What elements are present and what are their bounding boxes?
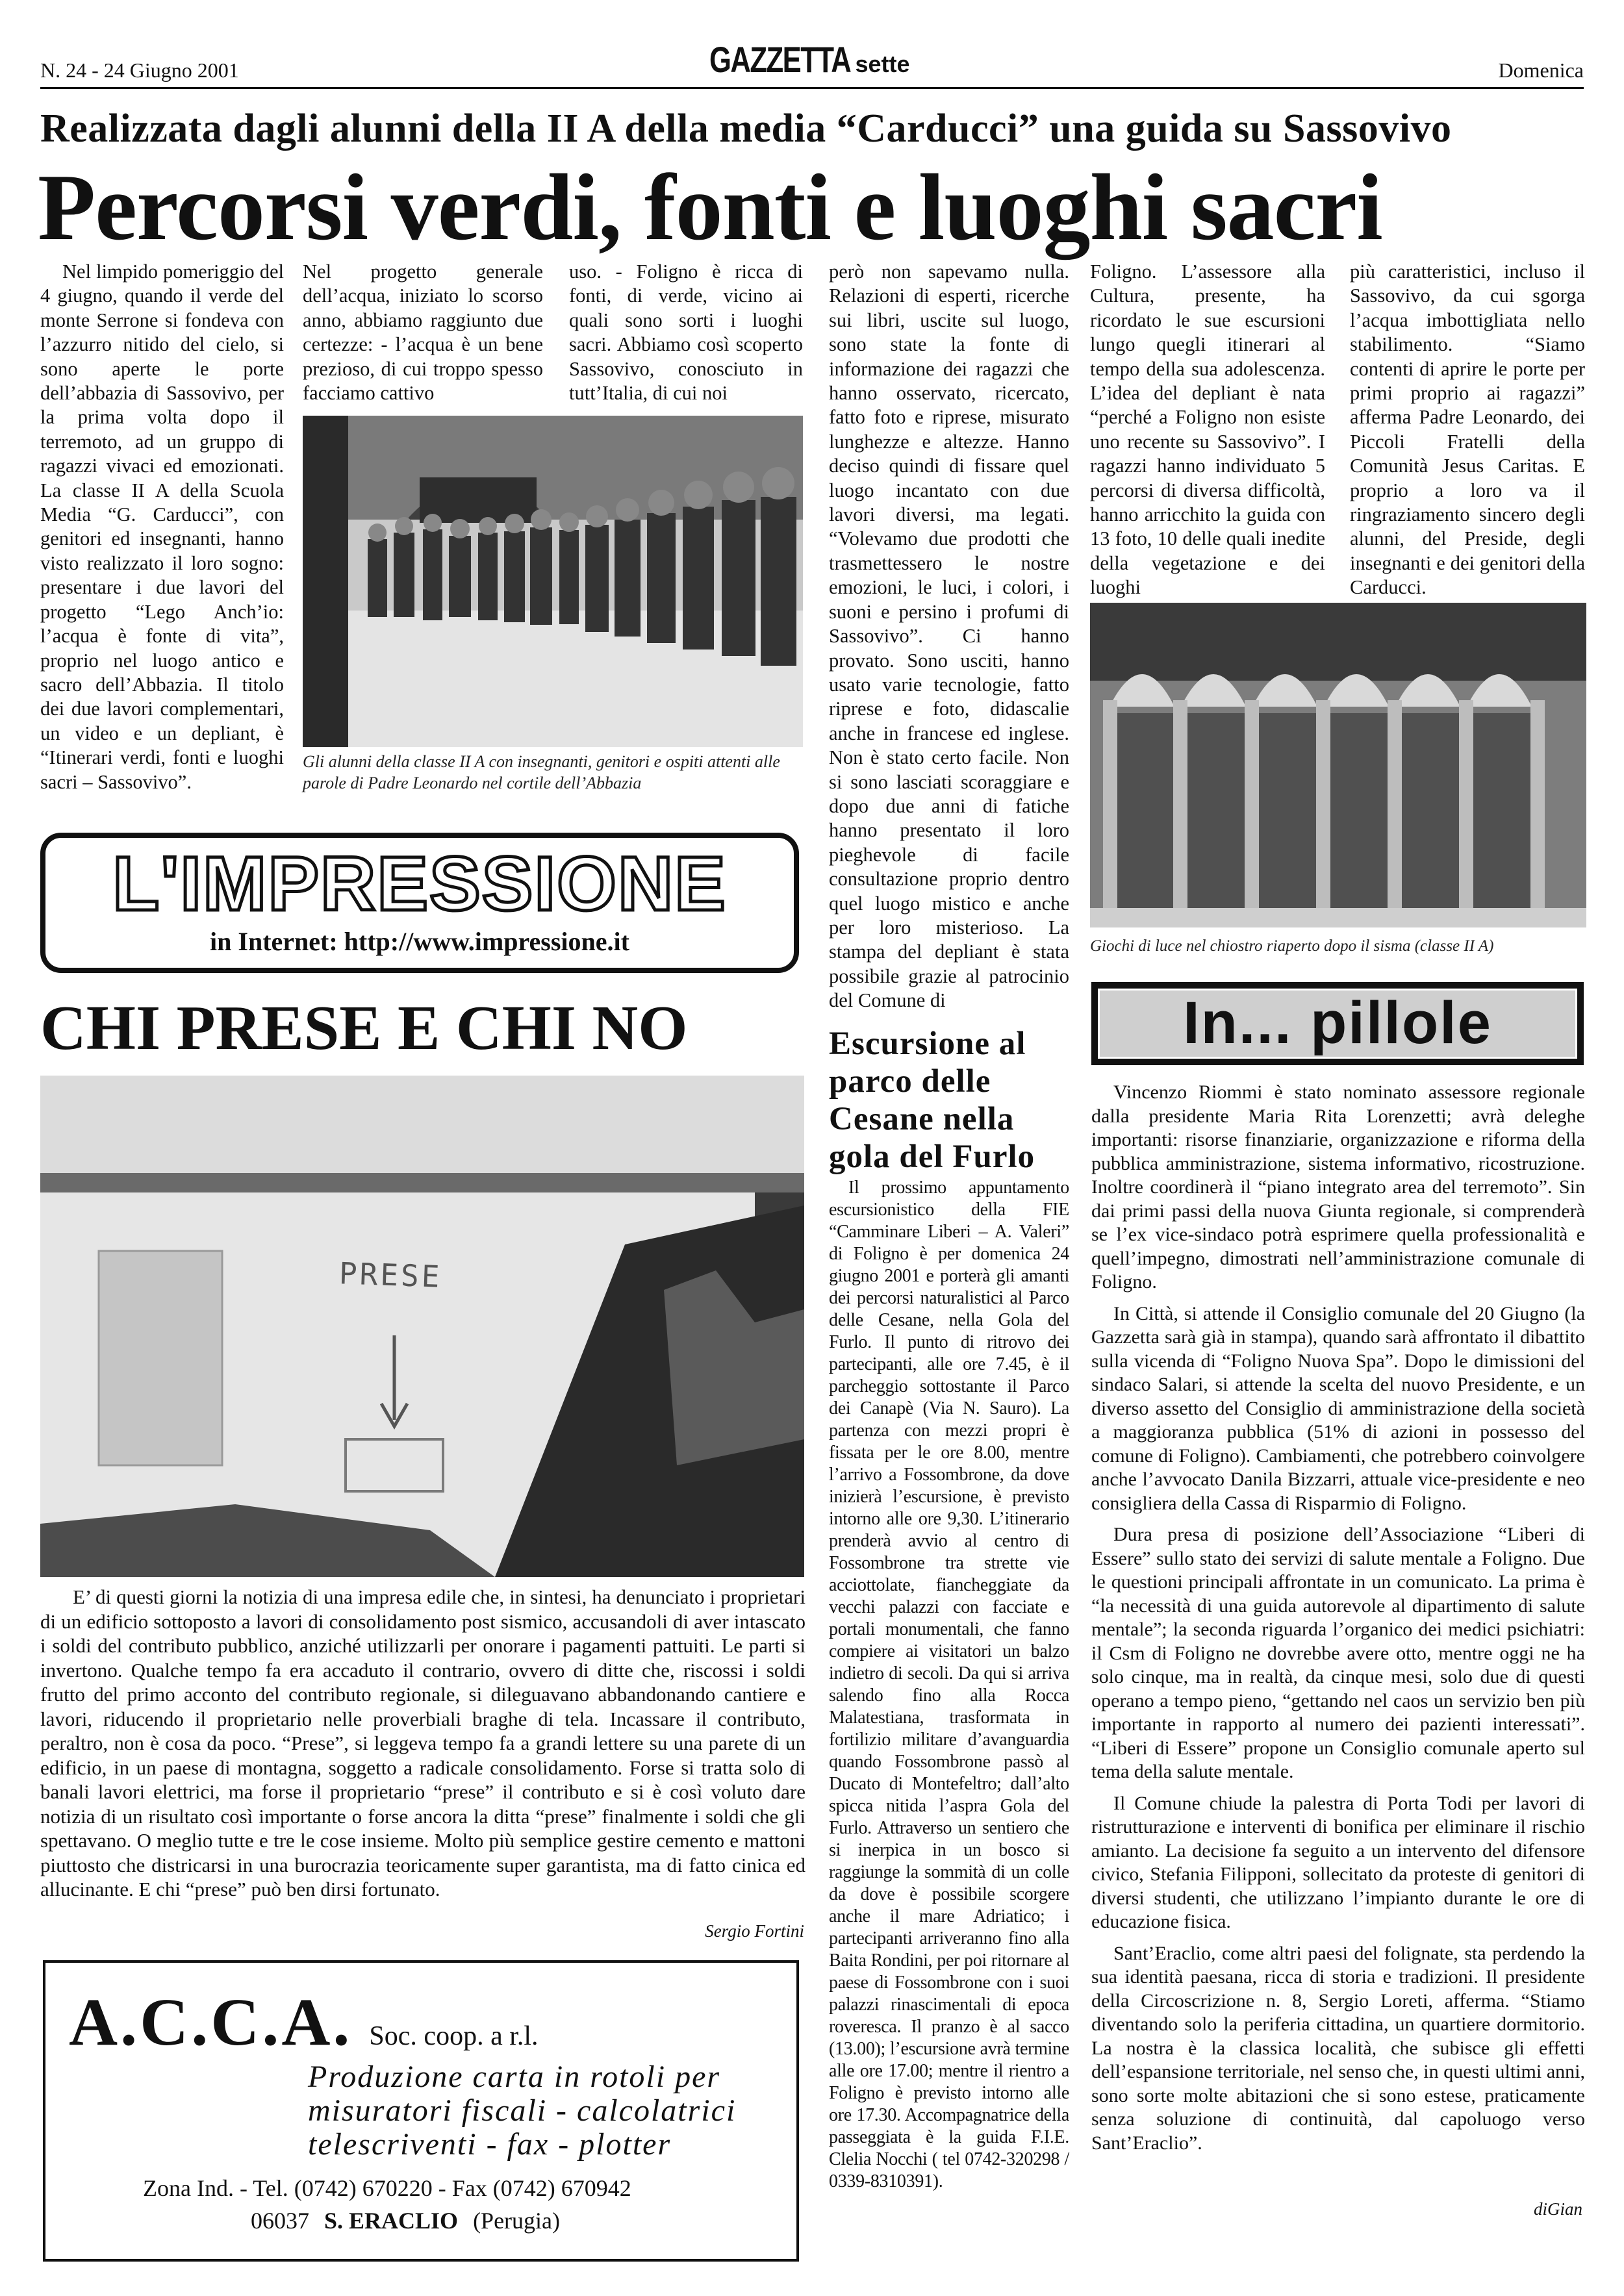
lead-headline: Percorsi verdi, fonti e luoghi sacri [38, 155, 1382, 260]
escursione-headline: Escursione al parco delle Cesane nella gola del Furlo [829, 1026, 1035, 1175]
pillole-title: In... pillole [1098, 989, 1577, 1059]
students-photo-caption: Gli alunni della classe II A con insegnanti, genitori e ospiti attenti alle parole di Padre Leonardo nel cortile dell’Abbazia [303, 752, 780, 792]
lead-column-4: però non sapevamo nulla. Relazioni di esperti, ricerche sui libri, uscite sul luogo, sono state la fonte di informazione dei ragazzi che hanno osservato, ricercato, fatto foto e riprese, misurato lunghezze e altezze. Hanno deciso quindi di fissare quel luogo incantato con due lavori diversi, ma legati. “Volevamo due prodotti che trasmettessero le nostre emozioni, le luci, i colori, i suoni e persino i profumi di Sassovivo”. Ci hanno provato. Sono usciti, hanno usato varie tecnologie, fatto riprese e foto, didascalie anche in francese ed inglese. Non è stato certo facile. Non si sono lasciati scoraggiare e dopo due anni di fatiche hanno presentato il loro pieghevole di facile consultazione proprio dentro quel luogo mistico e anche per loro misterioso. La stampa del depliant è stata possibile grazie al patrocinio del Comune di [829, 260, 1069, 1012]
weekday: Domenica [1498, 58, 1584, 82]
chi-prese-author: Sergio Fortini [705, 1921, 804, 1941]
lead-column-5: Foligno. L’assessore alla Cultura, presente, ha ricordato le sue escursioni lungo quegli itinerari al tempo della sua adolescenza. L’idea del depliant è nata “perché a Foligno non esiste uno recente su Sassovivo”. I ragazzi hanno individuato 5 percorsi di diversa difficoltà, hanno arricchito la guida con 13 foto, 10 delle quali inedite della vegetazione e dei luoghi [1090, 260, 1325, 599]
impressione-logo: L'IMPRESSIONE [112, 841, 727, 927]
lead-column-3: uso. - Foligno è ricca di fonti, di verde, vicino ai quali sono sorti i luoghi sacri. Abbiamo così scoperto Sassovivo, conosciuto in tutt’Italia, di cui noi [569, 260, 803, 405]
issue-date: N. 24 - 24 Giugno 2001 [40, 58, 239, 82]
pillole-item-riommi: Vincenzo Riommi è stato nominato assessore regionale dalla presidente Maria Rita Lorenzetti; avrà deleghe importanti: risorse finanziarie, organizzazione e riforma della pubblica amministrazione, sistema informativo, ricostruzione. Inoltre coordinerà il “piano integrato area del terremoto”. Sin dai primi passi della nuova Giunta regionale, si comprenderà se l’ex vice-sindaco potrà esprimere quella professionalità e quell’impegno, dimostrati nell’amministrazione comunale di Foligno. [1091, 1081, 1585, 1293]
acca-name: A.C.C.A. Soc. coop. a r.l. [69, 1985, 539, 2060]
acca-address: 06037 S. ERACLIO (Perugia) [251, 2208, 561, 2234]
prese-wall-photo [40, 1076, 804, 1577]
chi-prese-headline: CHI PRESE E CHI NO [40, 993, 688, 1063]
pillole-item-santeraclio: Sant’Eraclio, come altri paesi del folignate, sta perdendo la sua identità paesana, ricca di storia e tradizioni. Il presidente della Circoscrizione n. 8, Sergio Loreti, afferma. “Stiamo diventando solo la periferia cittadina, un quartiere dormitorio. La nostra è la classica località, che subisce gli effetti dell’espansione territoriale, nel senso che, in questi ultimi anni, sono sorte molte abitazioni che si sono estese, praticamente senza soluzione di continuità, dal capoluogo verso Sant’Eraclio”. [1091, 1942, 1585, 2154]
escursione-body: Il prossimo appuntamento escursionistico della FIE “Camminare Liberi – A. Valeri” di Foligno è per domenica 24 giugno 2001 e porterà gli amanti dei percorsi naturalistici al Parco delle Cesane, nella Gola del Furlo. Il punto di ritrovo dei partecipanti, alle ore 7.45, è il parcheggio sottostante il Parco dei Canapè (Via N. Sauro). La partenza con mezzi propri è fissata per le ore 8.00, mentre l’arrivo a Fossombrone, da dove inizierà l’escursione, è previsto intorno alle ore 9,30. L’itinerario prenderà avvio al centro di Fossombrone tra strette vie acciottolate, fiancheggiate da vecchi palazzi con facciate e portali monumentali, che fanno compiere ai visitatori un balzo indietro di secoli. Da qui si arriva salendo fino alla Rocca Malatestiana, trasformata in fortilizio militare d’avanguardia quando Fossombrone passò al Ducato di Montefeltro; dall’alto spicca nitida l’aspra Gola del Furlo. Attraverso un sentiero che si inerpica in un bosco si raggiunge la sommità di un colle da dove è possibile scorgere anche il mare Adriatico; i partecipanti arriveranno fino alla Baita Rondini, per poi ritornare al paese di Fossombrone con i suoi palazzi rinascimentali di epoca roveresca. Il pranzo è al sacco (13.00); l’escursione avrà termine alle ore 17.00; mentre il rientro a Foligno è previsto intorno alle ore 17.30. Accompagnatrice della passeggiata è la guida F.I.E. Clelia Nocchi ( tel 0742-320298 / 0339-8310391). [829, 1178, 1069, 2191]
students-courtyard-photo [303, 416, 803, 747]
acca-contacts: Zona Ind. - Tel. (0742) 670220 - Fax (0742) 670942 [143, 2175, 631, 2201]
pillole-item-palestra: Il Comune chiude la palestra di Porta Todi per lavori di ristrutturazione e interventi di bonifica per eliminare il rischio amianto. La decisione fa seguito a un intervento del difensore civico, Stefania Filipponi, sollecitato da proteste di genitori di diversi studenti, che utilizzano l’impianto durante le ore di educazione fisica. [1091, 1792, 1585, 1932]
prese-wall-art [40, 1076, 804, 1577]
prese-graffiti: PRESE [338, 1255, 443, 1294]
masthead-sub: sette [855, 51, 910, 77]
cloister-photo-caption: Giochi di luce nel chiostro riaperto dopo il sisma (classe II A) [1090, 937, 1494, 955]
masthead-main: GAZZETTA [709, 39, 851, 80]
acca-advert[interactable] [43, 1960, 799, 2262]
cloister-photo [1090, 603, 1586, 927]
header-rule [40, 87, 1584, 89]
impressione-url[interactable]: in Internet: http://www.impressione.it [210, 927, 629, 956]
cloister-photo-art [1090, 603, 1586, 927]
lead-column-6: più caratteristici, incluso il Sassovivo, da cui sgorga l’acqua imbottigliata nello stabilimento. “Siamo contenti di aprire le porte per primi proprio ai ragazzi” afferma Padre Leonardo, dei Piccoli Fratelli della Comunità Jesus Caritas. E proprio a loro va il ringraziamento sincero degli alunni, del Preside, degli insegnanti e dei genitori della Carducci. [1350, 260, 1585, 599]
acca-products: Produzione carta in rotoli per misuratori fiscali - calcolatrici telescriventi - fax - plotter [308, 2060, 737, 2162]
lead-column-2: Nel progetto generale dell’acqua, iniziato lo scorso anno, abbiamo raggiunto due certezze: - l’acqua è un bene prezioso, di cui troppo spesso facciamo cattivo [303, 260, 543, 405]
masthead [709, 40, 910, 89]
chi-prese-body: E’ di questi giorni la notizia di una impresa edile che, in sintesi, ha denunciato i proprietari di un edificio sottoposto a lavori di consolidamento post sismico, accusandoli di aver intascato i soldi del contributo pubblico, anziché utilizzarli per onorare i pagamenti pattuiti. Le parti si invertono. Qualche tempo fa era accaduto il contrario, ovvero di ditte che, riscossi i soldi frutto del primo acconto del contributo regionale, si dileguavano abbandonando cantiere e lavori, riducendo il proprietario nelle proverbiali braghe di tela. Incassare il contributo, peraltro, non è cosa da poco. “Prese”, si leggeva tempo fa a grandi lettere su una parete di un edificio, in un paese di montagna, soggetto a radicale consolidamento. Forse si tratta solo di banali lavori elettrici, ma forse il proprietario “prese” il contributo e si è così voluto dare notizia di un risultato così importante o forse ancora la ditta “prese” finalmente i soldi che gli spettavano. O meglio tutte e tre le cose insieme. Molto più semplice gestire cemento e mattoni piuttosto che districarsi in una burocrazia teoricamente super garantista, ma di fatto cinica ed allucinante. E chi “prese” può ben dirsi fortunato. [40, 1585, 806, 1900]
impressione-banner[interactable] [40, 833, 799, 973]
pillole-banner [1091, 982, 1584, 1065]
lead-column-1: Nel limpido pomeriggio del 4 giugno, quando il verde del monte Serrone si fondeva con l’azzurro nitido del cielo, si sono aperte le porte dell’abbazia di Sassovivo, per la prima volta dopo il terremoto, ad un gruppo di ragazzi vivaci ed emozionati. La classe II A della Scuola Media “G. Carducci”, con genitori ed insegnanti, hanno visto realizzato il loro sogno: presentare i due lavori del progetto “Lego Anch’io: l’acqua è fonte di vita”, proprio nel luogo antico e sacro dell’Abbazia. Il titolo dei due lavori complementari, un video e un depliant, è “Itinerari verdi, fonti e luoghi sacri – Sassovivo”. [40, 260, 284, 793]
pillole-item-salute-mentale: Dura presa di posizione dell’Associazione “Liberi di Essere” sullo stato dei servizi di salute mentale a Foligno. Due le questioni principali affrontate in un comunicato. La prima è “la necessità di una guida autorevole al dipartimento di salute mentale”; la seconda riguarda l’organico dei medici psichiatri: il Csm di Foligno ne dovrebbe avere otto, mentre oggi ne ha solo cinque, ma in realtà, da cinque mesi, solo due di questi operano a tempo pieno, “gettando nel caos un servizio ben più importante in rapporto al numero dei pazienti interessati”. “Liberi di Essere” propone un Consiglio comunale aperto sul tema della salute mentale. [1091, 1524, 1585, 1782]
pillole-author: diGian [1533, 2199, 1582, 2219]
pillole-item-consiglio: In Città, si attende il Consiglio comunale del 20 Giugno (la Gazzetta sarà già in stampa), quando sarà affrontato il dibattito sulla vicenda di “Foligno Nuova Spa”. Dopo le dimissioni del sindaco Salari, si attende la scelta del nuovo Presidente, e un diverso assetto del Consiglio di amministrazione della società a maggioranza pubblica (51% di azioni in possesso del comune di Foligno). Cambiamenti, che potrebbero coinvolgere anche l’avvocato Danila Bizzarri, attuale vice-presidente e neo consigliera della Cassa di Risparmio di Foligno. [1091, 1302, 1585, 1514]
lead-kicker: Realizzata dagli alunni della II A della media “Carducci” una guida su Sassovivo [40, 107, 1452, 151]
pillole-body [1091, 1081, 1585, 2155]
students-photo-art [303, 416, 803, 747]
